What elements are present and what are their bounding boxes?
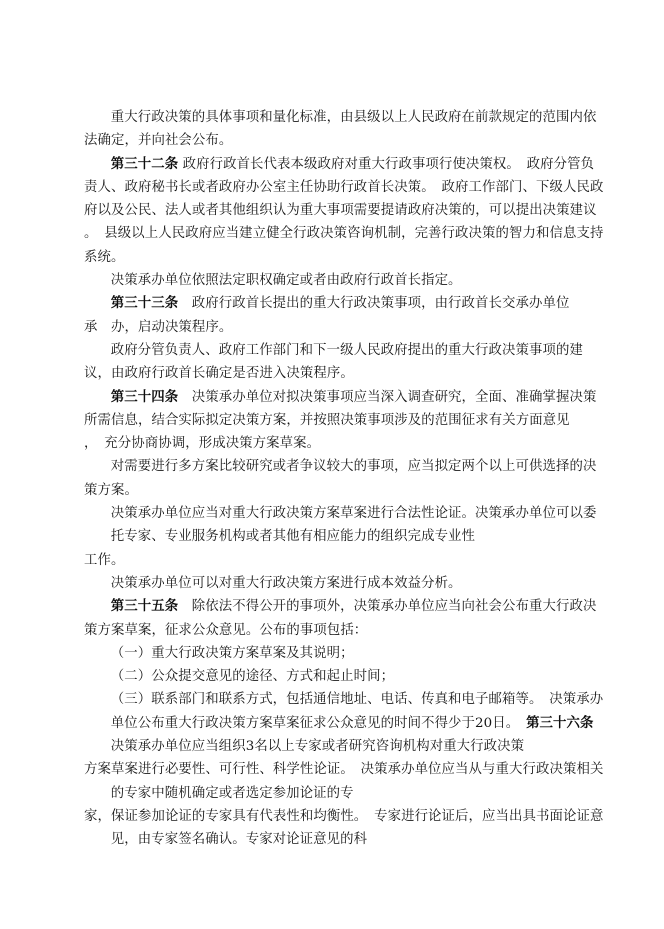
text-line xyxy=(84,222,614,245)
text-line xyxy=(84,153,614,176)
body-text: （二）公众提交意见的途径、方式和起止时间； xyxy=(110,669,395,685)
text-line xyxy=(84,199,614,222)
body-text: （一）重大行政决策方案草案及其说明； xyxy=(110,645,354,661)
body-text: 见，由专家签名确认。专家对论证意见的科 xyxy=(110,832,368,848)
body-text: 政府分管负责人、政府工作部门和下一级人民政府提出的重大行政决策事项的建 xyxy=(110,342,583,358)
text-line xyxy=(84,758,614,781)
text-line xyxy=(84,735,614,758)
text-line xyxy=(84,642,614,665)
body-text: 承 办，启动决策程序。 xyxy=(84,319,233,335)
text-line xyxy=(84,619,614,642)
body-text: 的专家中随机确定或者选定参加论证的专 xyxy=(110,785,354,801)
text-line xyxy=(84,455,614,478)
text-line xyxy=(84,129,614,152)
body-text: 系统。 xyxy=(84,249,125,265)
body-text: 决策承办单位对拟决策事项应当深入调查研究，全面、准确掌握决策 xyxy=(178,389,597,405)
body-text: 府以及公民、法人或者其他组织认为重大事项需要提请政府决策的，可以提出决策建议 xyxy=(84,203,597,219)
body-text: 方案草案进行必要性、可行性、科学性论证。 决策承办单位应当从与重大行政决策相关 xyxy=(84,762,604,778)
text-line xyxy=(84,269,614,292)
body-text: 除依法不得公开的事项外，决策承办单位应当向社会公布重大行政决 xyxy=(178,599,597,615)
body-text: 重大行政决策的具体事项和量化标准，由县级以上人民政府在前款规定的范围内依 xyxy=(110,110,597,125)
text-line xyxy=(84,502,614,525)
text-line xyxy=(84,595,614,618)
text-line xyxy=(84,525,614,548)
body-text: 责人、政府秘书长或者政府办公室主任协助行政首长决策。 政府工作部门、下级人民政 xyxy=(84,179,604,195)
text-line xyxy=(84,292,614,315)
article-number: 第三十三条 xyxy=(110,295,179,312)
body-text: 托专家、专业服务机构或者其他有相应能力的组织完成专业性 xyxy=(110,529,476,545)
text-line xyxy=(84,386,614,409)
text-line xyxy=(84,572,614,595)
text-line xyxy=(84,782,614,805)
article-number: 第三十二条 xyxy=(110,155,179,172)
text-line xyxy=(84,828,614,851)
body-text: 家，保证参加论证的专家具有代表性和均衡性。 专家进行论证后，应当出具书面论证意 xyxy=(84,808,604,824)
text-line xyxy=(84,712,614,735)
body-text: 所需信息，结合实际拟定决策方案，并按照决策事项涉及的范围征求有关方面意见 xyxy=(84,412,570,428)
body-text: 策方案草案，征求公众意见。公布的事项包括： xyxy=(84,622,368,638)
body-text: 议，由政府行政首长确定是否进入决策程序。 xyxy=(84,366,354,382)
text-line xyxy=(84,549,614,572)
text-line xyxy=(84,362,614,385)
body-text: 单位公布重大行政决策方案草案征求公众意见的时间不得少于20日。 xyxy=(110,715,527,731)
text-line xyxy=(84,432,614,455)
text-line xyxy=(84,339,614,362)
text-line xyxy=(84,246,614,269)
body-text: 决策承办单位可以对重大行政决策方案进行成本效益分析。 xyxy=(110,575,462,591)
body-text: 决策承办单位应当组织3名以上专家或者研究咨询机构对重大行政决策 xyxy=(110,739,525,755)
article-number: 第三十五条 xyxy=(110,598,179,615)
text-line xyxy=(84,316,614,339)
article-number: 第三十四条 xyxy=(110,388,179,405)
text-line xyxy=(84,479,614,502)
body-text: 策方案。 xyxy=(84,482,138,498)
text-block xyxy=(84,106,614,852)
text-line xyxy=(84,409,614,432)
text-line xyxy=(84,805,614,828)
body-text: （三）联系部门和联系方式，包括通信地址、电话、传真和电子邮箱等。 决策承办 xyxy=(110,692,604,708)
body-text: ， 充分协商协调，形成决策方案草案。 xyxy=(84,436,321,452)
text-line xyxy=(84,688,614,711)
text-line xyxy=(84,106,614,129)
body-text: 决策承办单位应当对重大行政决策方案草案进行合法性论证。决策承办单位可以委 xyxy=(110,506,597,522)
article-number: 第三十六条 xyxy=(526,714,594,731)
body-text: 决策承办单位依照法定职权确定或者由政府行政首长指定。 xyxy=(110,273,462,289)
text-line xyxy=(84,665,614,688)
body-text: 法确定，并向社会公布。 xyxy=(84,133,233,149)
body-text: 政府行政首长提出的重大行政决策事项，由行政首长交承办单位 xyxy=(178,296,570,312)
body-text: 政府行政首长代表本级政府对重大行政事项行使决策权。 政府分管负 xyxy=(178,156,595,172)
body-text: 对需要进行多方案比较研究或者争议较大的事项，应当拟定两个以上可供选择的决 xyxy=(110,459,597,475)
body-text: 。 县级以上人民政府应当建立健全行政决策咨询机制，完善行政决策的智力和信息支持 xyxy=(84,226,604,242)
text-line xyxy=(84,176,614,199)
body-text: 工作。 xyxy=(84,552,125,568)
